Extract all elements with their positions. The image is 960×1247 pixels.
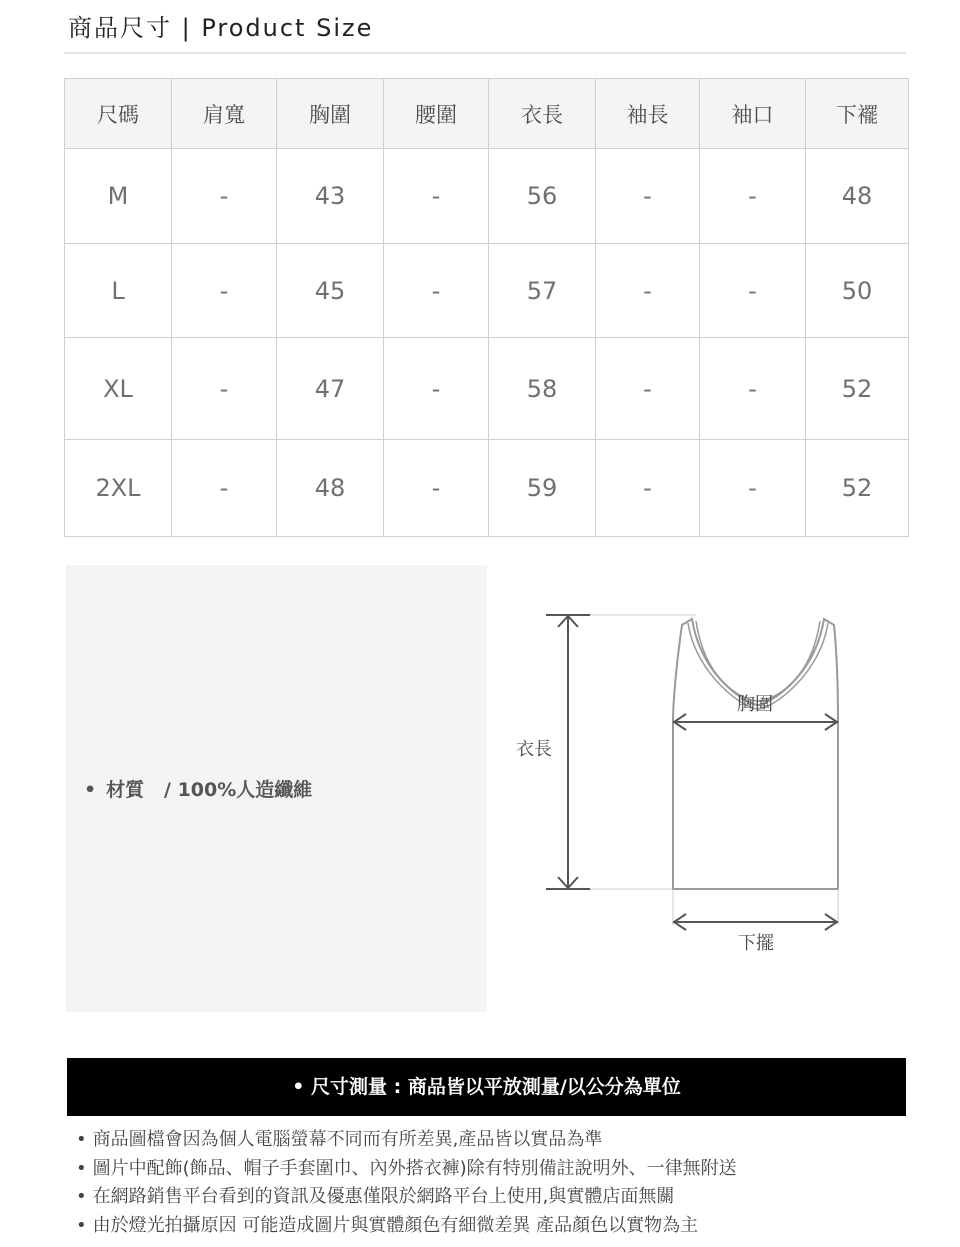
size-table (64, 78, 909, 537)
table-cell: 59 (489, 440, 596, 537)
table-cell: 48 (806, 149, 909, 244)
table-cell: XL (65, 338, 172, 440)
column-header-shoulder: 肩寬 (172, 79, 277, 149)
hem-label: 下擺 (738, 933, 774, 954)
bullet-icon: • (76, 1129, 87, 1150)
column-header-sleeve-length: 袖長 (596, 79, 700, 149)
table-cell: 45 (277, 244, 384, 338)
table-cell: 58 (489, 338, 596, 440)
material-value: / 100%人造纖維 (164, 779, 313, 801)
measurement-banner: • 尺寸測量 : 商品皆以平放測量/以公分為單位 (67, 1058, 906, 1116)
column-header-length: 衣長 (489, 79, 596, 149)
list-item (76, 1126, 737, 1155)
table-cell: - (172, 244, 277, 338)
table-row (65, 440, 909, 537)
table-cell: - (384, 338, 489, 440)
table-cell: - (596, 149, 700, 244)
list-item (76, 1183, 737, 1212)
column-header-cuff: 袖口 (700, 79, 806, 149)
title-divider (64, 52, 906, 54)
table-cell: - (384, 244, 489, 338)
table-cell: - (172, 338, 277, 440)
table-cell: 48 (277, 440, 384, 537)
table-cell: - (700, 338, 806, 440)
table-cell: M (65, 149, 172, 244)
table-row (65, 338, 909, 440)
table-cell: - (384, 440, 489, 537)
table-cell: - (596, 440, 700, 537)
table-cell: 50 (806, 244, 909, 338)
chest-label: 胸圍 (737, 694, 773, 715)
table-cell: - (700, 244, 806, 338)
table-cell: - (172, 440, 277, 537)
bullet-icon: • (76, 1214, 87, 1236)
table-cell: 52 (806, 338, 909, 440)
column-header-hem: 下襬 (806, 79, 909, 149)
length-arrow (546, 615, 590, 889)
table-cell: 52 (806, 440, 909, 537)
note-text: 由於燈光拍攝原因 可能造成圖片與實體顏色有細微差異 產品顏色以實物為主 (92, 1214, 699, 1236)
bullet-icon: • (76, 1157, 87, 1179)
table-cell: - (700, 149, 806, 244)
column-header-size: 尺碼 (65, 79, 172, 149)
bullet-icon: • (76, 1186, 87, 1208)
table-header-row (65, 79, 909, 149)
table-row (65, 244, 909, 338)
material-label: 材質 (106, 779, 145, 801)
bullet-icon: • (84, 779, 97, 801)
length-label: 衣長 (516, 739, 552, 760)
list-item (76, 1155, 737, 1184)
list-item (76, 1212, 737, 1241)
column-header-waist: 腰圍 (384, 79, 489, 149)
table-row (65, 149, 909, 244)
page-title: 商品尺寸 | Product Size (68, 14, 374, 42)
table-cell: 47 (277, 338, 384, 440)
material-info (84, 775, 312, 802)
table-cell: 57 (489, 244, 596, 338)
table-cell: 2XL (65, 440, 172, 537)
hem-arrow (673, 914, 838, 930)
table-cell: 43 (277, 149, 384, 244)
column-header-chest: 胸圍 (277, 79, 384, 149)
notes-list (76, 1126, 737, 1240)
table-cell: - (384, 149, 489, 244)
table-cell: 56 (489, 149, 596, 244)
table-cell: - (596, 244, 700, 338)
table-cell: L (65, 244, 172, 338)
tank-top-measurement-diagram (500, 595, 860, 965)
note-text: 圖片中配飾(飾品、帽子手套圍巾、內外搭衣褲)除有特別備註說明外、一律無附送 (92, 1157, 737, 1179)
material-panel (66, 565, 487, 1012)
table-cell: - (700, 440, 806, 537)
note-text: 商品圖檔會因為個人電腦螢幕不同而有所差異,產品皆以實品為準 (92, 1129, 603, 1150)
note-text: 在網路銷售平台看到的資訊及優惠僅限於網路平台上使用,與實體店面無關 (92, 1186, 675, 1208)
table-cell: - (596, 338, 700, 440)
tank-top-outline (673, 619, 838, 889)
table-cell: - (172, 149, 277, 244)
